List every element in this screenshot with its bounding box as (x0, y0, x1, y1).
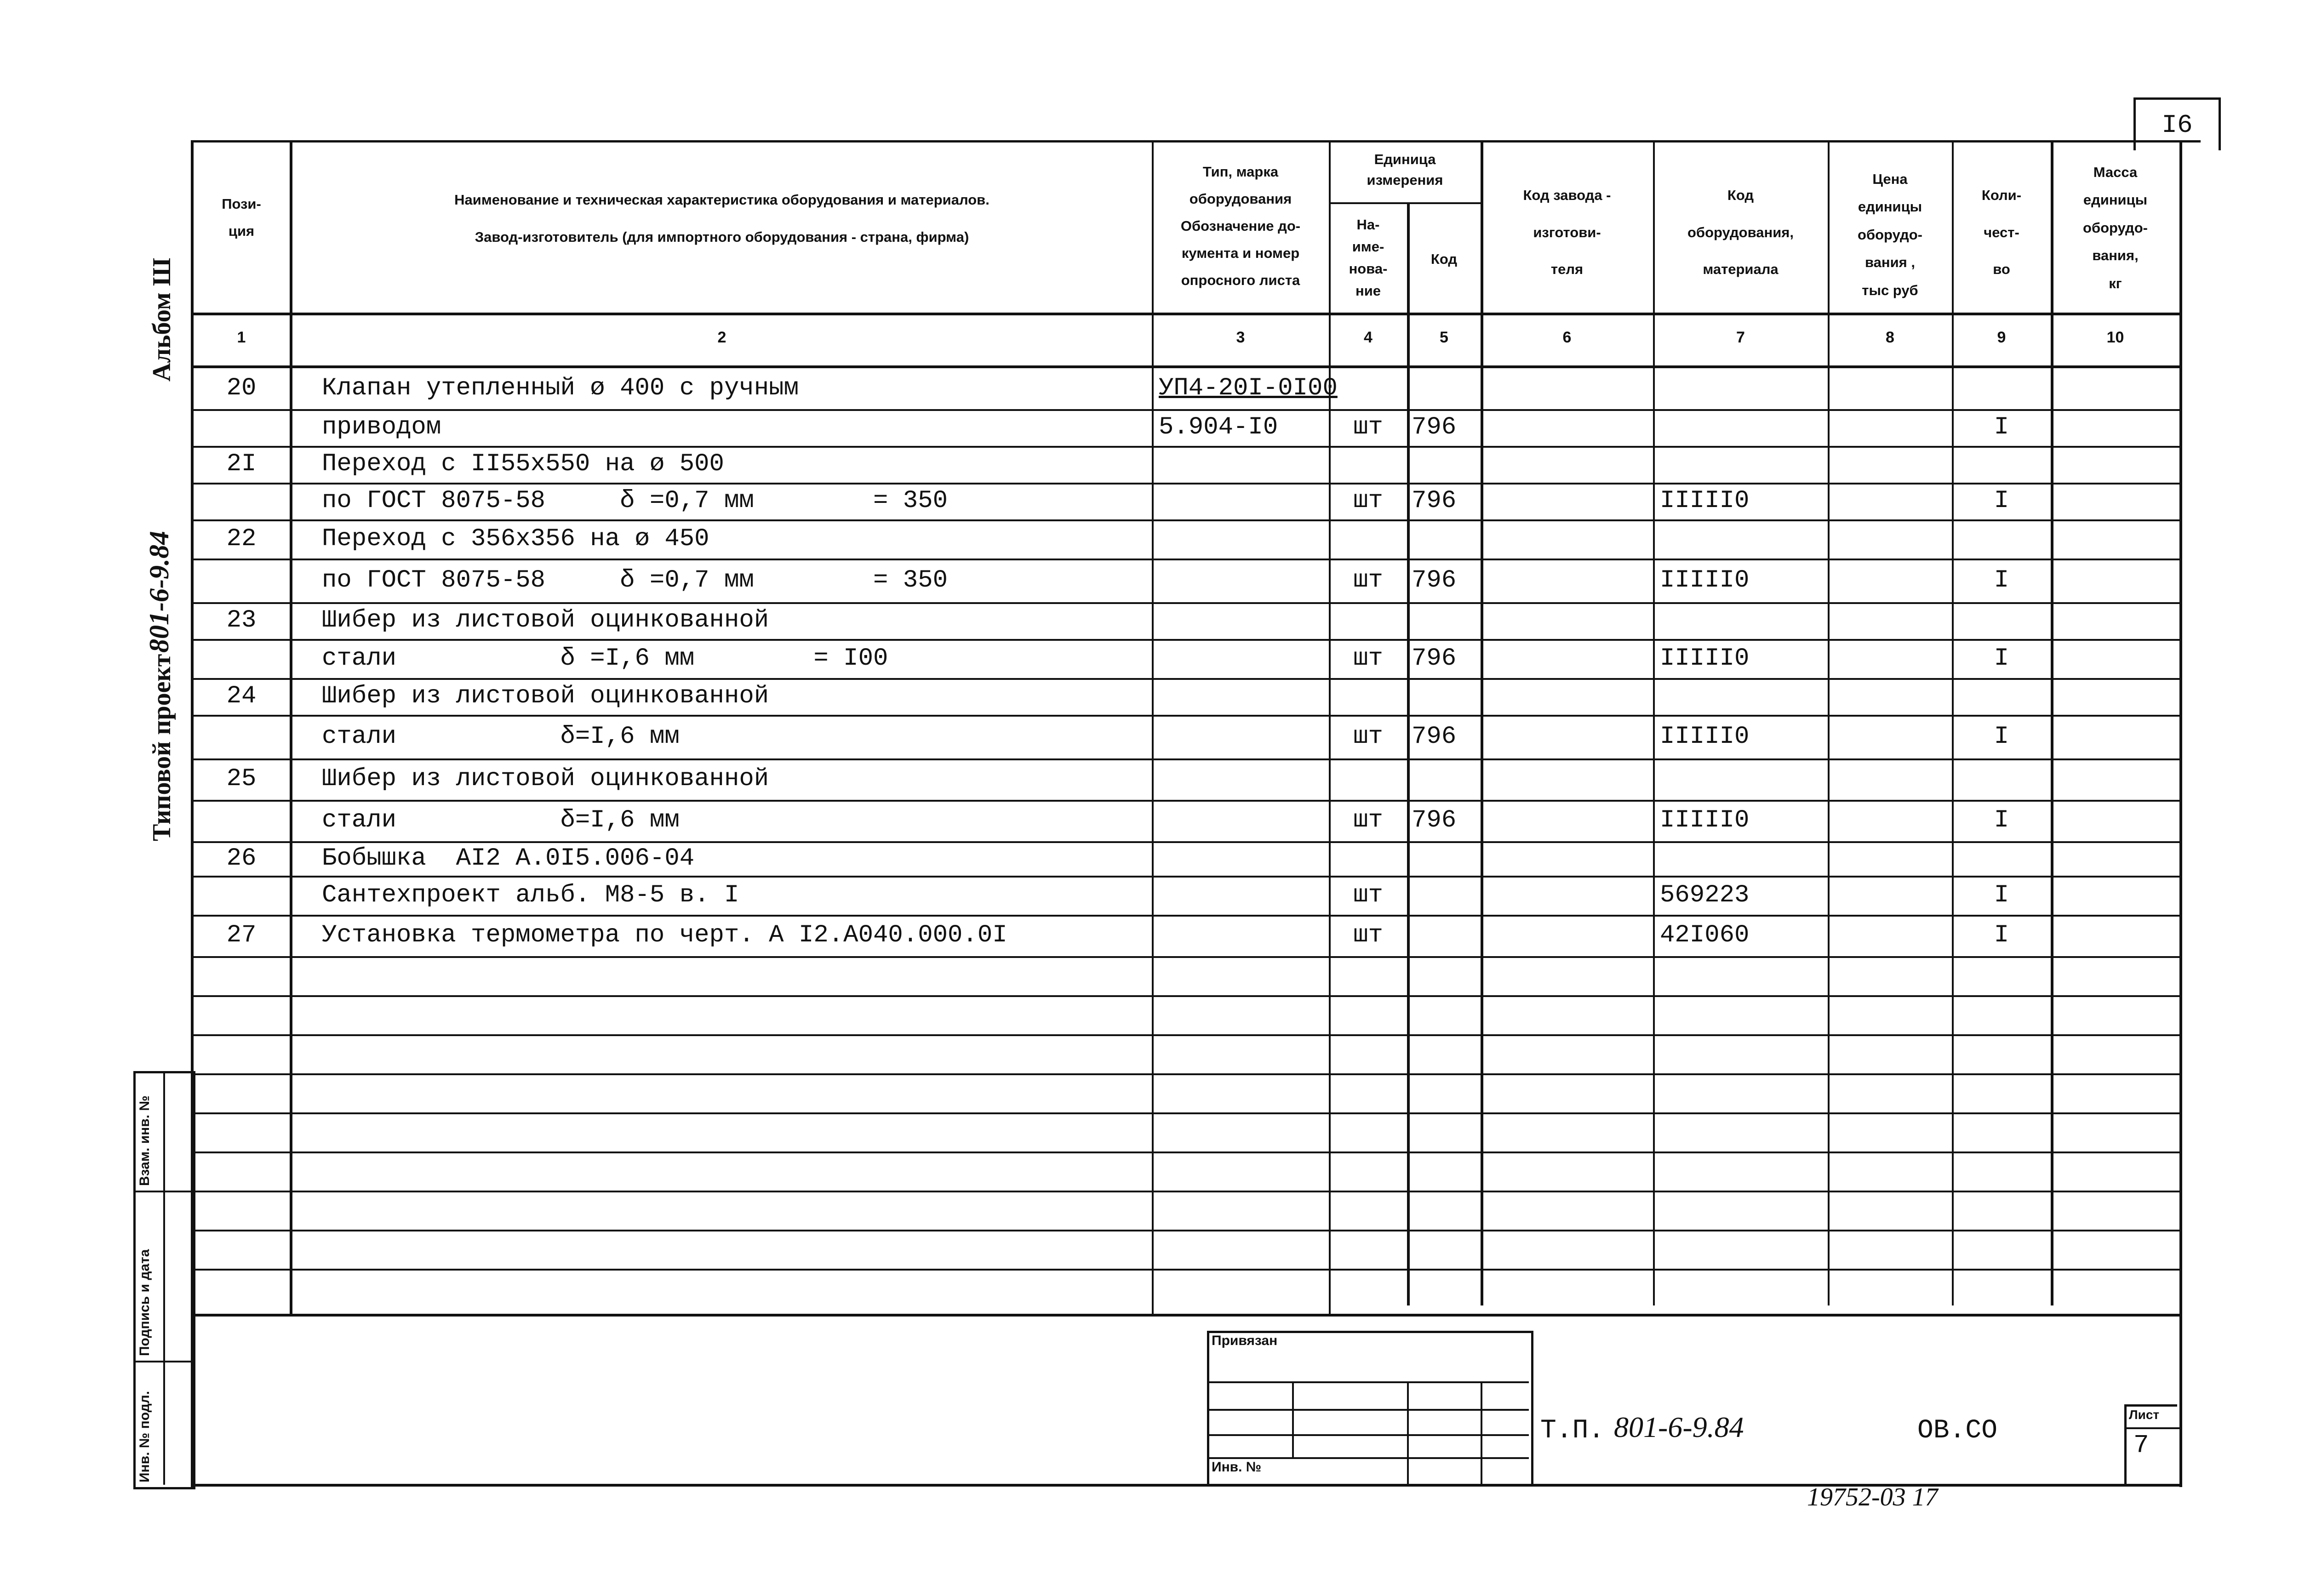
row-type-cell (1159, 876, 1329, 915)
col-number: 3 (1236, 329, 1245, 346)
row-type-cell (1159, 841, 1329, 876)
col-number: 5 (1440, 329, 1448, 346)
row-line (191, 1112, 2179, 1114)
row-unit-cell: шт (1353, 413, 1383, 441)
row-type-cell (1159, 519, 1329, 559)
row-code-cell: 796 (1412, 806, 1457, 834)
row-code-cell (1412, 519, 1481, 559)
stamp-inv-replace: Взам. инв. № (137, 1095, 152, 1186)
hdr-unit-group-line: Единица (1374, 151, 1436, 167)
hdr-col4-line: На- (1356, 217, 1380, 233)
row-name-cell: Переход с II55x550 на ø 500 (322, 450, 724, 478)
row-mat-cell (1660, 678, 1825, 715)
row-unit-cell (1330, 602, 1406, 639)
page-number: I6 (2162, 110, 2193, 140)
row-qty-cell: I (1994, 723, 2009, 751)
row-name-cell: Бобышка AI2 A.0I5.006-04 (322, 844, 695, 872)
row-unit-cell (1330, 446, 1406, 483)
col-number: 4 (1364, 329, 1373, 346)
hdr-col10-line: вания, (2092, 247, 2139, 264)
row-pos-cell (193, 639, 290, 678)
row-mat-cell (1660, 519, 1825, 559)
header-bottom-line (191, 313, 2179, 315)
row-mat-cell (1660, 446, 1825, 483)
row-unit-cell (1330, 368, 1406, 409)
stamp-divider (133, 1361, 191, 1362)
row-code-cell: 796 (1412, 413, 1457, 441)
hdr-unit-group-line: измерения (1367, 171, 1443, 188)
row-code-cell: 796 (1412, 644, 1457, 673)
hdr-col3-line: кумента и номер (1181, 245, 1300, 261)
col-number: 2 (717, 329, 726, 346)
hdr-unit-group (1330, 149, 1480, 191)
row-name-cell: Сантехпроект альб. M8-5 в. I (322, 881, 739, 909)
tb-col (1292, 1381, 1294, 1457)
hdr-col9-line: Коли- (1981, 187, 2022, 203)
col-number: 1 (237, 329, 246, 346)
row-mat-cell (1660, 841, 1825, 876)
row-code-cell (1412, 368, 1481, 409)
row-qty-cell: I (1994, 413, 2009, 441)
row-code-cell (1412, 841, 1481, 876)
row-code-cell (1412, 678, 1481, 715)
row-qty-cell (1953, 446, 2050, 483)
row-qty-cell: I (1994, 881, 2009, 909)
row-code-cell: 796 (1412, 487, 1457, 515)
row-qty-cell (1953, 368, 2050, 409)
hdr-col8-line: Цена (1872, 171, 1908, 187)
list-number: 7 (2133, 1431, 2149, 1460)
row-mat-cell (1660, 409, 1825, 446)
unit-group-line (1329, 202, 1481, 204)
row-unit-cell: шт (1353, 806, 1383, 834)
row-mat-cell: IIIII0 (1660, 487, 1750, 515)
row-qty-cell (1953, 758, 2050, 800)
stamp-inv-original: Инв. № подл. (137, 1391, 152, 1482)
row-unit-cell (1330, 519, 1406, 559)
row-type-cell (1159, 915, 1329, 956)
row-name-cell: Шибер из листовой оцинкованной (322, 765, 769, 793)
row-name-cell: Шибер из листовой оцинкованной (322, 682, 769, 710)
hdr-col6-line: Код завода - (1523, 187, 1611, 203)
stamp-sign-date: Подпись и дата (137, 1249, 152, 1356)
frame-right-border (2179, 140, 2182, 1487)
row-qty-cell (1953, 602, 2050, 639)
hdr-col4-line: име- (1352, 239, 1384, 255)
row-pos-cell: 27 (226, 921, 257, 949)
hdr-col5 (1408, 246, 1480, 273)
row-line (191, 995, 2179, 997)
row-name-cell: по ГОСТ 8075-58 δ =0,7 мм = 350 (322, 566, 948, 594)
row-line (191, 1230, 2179, 1231)
hdr-col3 (1153, 159, 1328, 294)
hdr-col8-line: оборудо- (1858, 226, 1922, 243)
row-line (191, 1191, 2179, 1192)
row-name-cell: стали δ=I,6 мм (322, 806, 680, 834)
table-bottom-line (191, 1314, 2179, 1317)
side-project-label: Типовой проект (148, 654, 176, 841)
list-divider (2124, 1427, 2179, 1429)
hdr-col9 (1953, 177, 2050, 288)
row-pos-cell: 2I (226, 450, 257, 478)
row-name-cell: Шибер из листовой оцинкованной (322, 606, 769, 634)
row-line (191, 1073, 2179, 1075)
row-name-cell: Переход с 356x356 на ø 450 (322, 525, 709, 553)
hdr-col8-line: вания , (1865, 254, 1915, 271)
row-unit-cell (1330, 678, 1406, 715)
hdr-col9-line: чест- (1984, 224, 2019, 240)
doc-code: ОВ.СО (1917, 1416, 1998, 1446)
hdr-col8 (1829, 165, 1951, 304)
hdr-col3-line: опросного листа (1181, 272, 1300, 288)
row-type-cell: 5.904-I0 (1159, 413, 1278, 441)
row-pos-cell: 25 (226, 765, 257, 793)
row-unit-cell (1330, 841, 1406, 876)
row-unit-cell: шт (1353, 644, 1383, 673)
hdr-col2 (294, 182, 1150, 256)
col-line-2 (1152, 140, 1154, 1315)
row-unit-cell (1330, 758, 1406, 800)
row-pos-cell (193, 409, 290, 446)
row-type-cell (1159, 800, 1329, 841)
row-unit-cell: шт (1353, 921, 1383, 949)
row-type-cell (1159, 758, 1329, 800)
hdr-col6-line: изготови- (1533, 224, 1601, 240)
row-type-cell (1159, 559, 1329, 602)
hdr-col3-line: оборудования (1189, 190, 1292, 207)
row-code-cell (1412, 446, 1481, 483)
hdr-col8-line: единицы (1858, 199, 1922, 215)
hdr-col2-line: Наименование и техническая характеристика оборудования и материалов. (454, 192, 989, 208)
hdr-col9-line: во (1993, 261, 2010, 278)
hdr-col10-line: оборудо- (2083, 219, 2148, 236)
hdr-col5-line: Код (1430, 251, 1458, 267)
row-pos-cell: 20 (226, 374, 257, 402)
hdr-col1 (193, 191, 290, 245)
privyazan-label: Привязан (1212, 1333, 1278, 1348)
row-pos-cell: 24 (226, 682, 257, 710)
row-line (191, 1269, 2179, 1271)
row-code-cell (1412, 602, 1481, 639)
hdr-col4 (1330, 214, 1406, 302)
bottom-note: 19752-03 17 (1807, 1483, 1938, 1511)
row-unit-cell: шт (1353, 723, 1383, 751)
hdr-col1-line: Пози- (222, 196, 261, 212)
row-mat-cell: 569223 (1660, 881, 1750, 909)
row-line (191, 1151, 2179, 1153)
row-unit-cell: шт (1353, 566, 1383, 594)
list-label: Лист (2129, 1408, 2160, 1422)
hdr-col6 (1482, 177, 1652, 288)
row-type-cell (1159, 602, 1329, 639)
row-name-cell: Клапан утепленный ø 400 с ручным (322, 374, 799, 402)
col-number: 7 (1736, 329, 1745, 346)
row-code-cell: 796 (1412, 723, 1457, 751)
stamp-divider (133, 1191, 191, 1192)
hdr-col7-line: оборудования, (1687, 224, 1794, 240)
row-pos-cell (193, 876, 290, 915)
hdr-col7 (1654, 177, 1827, 288)
hdr-col4-line: нова- (1349, 261, 1388, 277)
row-mat-cell: 42I060 (1660, 921, 1750, 949)
hdr-col7-line: материала (1703, 261, 1779, 278)
tb-col (1481, 1381, 1482, 1484)
row-mat-cell (1660, 368, 1825, 409)
hdr-col1-line: ция (228, 222, 255, 239)
row-pos-cell: 22 (226, 525, 257, 553)
tb-col (1407, 1381, 1409, 1484)
row-type-cell (1159, 715, 1329, 758)
row-mat-cell: IIIII0 (1660, 806, 1750, 834)
row-name-cell: по ГОСТ 8075-58 δ =0,7 мм = 350 (322, 487, 948, 515)
inv-no-label: Инв. № (1212, 1459, 1262, 1475)
col-number: 10 (2106, 329, 2124, 346)
side-album-label: Альбом Ш (148, 257, 176, 382)
row-code-cell (1412, 876, 1481, 915)
row-pos-cell (193, 715, 290, 758)
hdr-col4-line: ние (1355, 283, 1381, 299)
row-pos-cell: 26 (226, 844, 257, 872)
row-line (191, 956, 2179, 958)
row-type-cell (1159, 446, 1329, 483)
row-pos-cell: 23 (226, 606, 257, 634)
side-project-code: 801-6-9.84 (144, 531, 174, 653)
row-unit-cell: шт (1353, 487, 1383, 515)
row-name-cell: приводом (322, 413, 441, 441)
row-qty-cell: I (1994, 644, 2009, 673)
row-pos-cell (193, 559, 290, 602)
row-mat-cell (1660, 758, 1825, 800)
row-name-cell: стали δ=I,6 мм (322, 723, 680, 751)
hdr-col10-line: единицы (2083, 192, 2148, 208)
row-type-cell (1159, 678, 1329, 715)
row-qty-cell: I (1994, 566, 2009, 594)
hdr-col10-line: Масса (2093, 164, 2138, 180)
row-line (191, 1034, 2179, 1036)
hdr-col10-line: кг (2109, 275, 2122, 291)
row-name-cell: стали δ =I,6 мм = I00 (322, 644, 888, 673)
tp-label: Т.П. (1540, 1416, 1605, 1446)
col-number: 6 (1562, 329, 1572, 346)
row-unit-cell: шт (1353, 881, 1383, 909)
row-pos-cell (193, 800, 290, 841)
row-mat-cell: IIIII0 (1660, 723, 1750, 751)
col-number: 8 (1886, 329, 1894, 346)
row-qty-cell: I (1994, 487, 2009, 515)
col-number: 9 (1997, 329, 2006, 346)
row-name-cell: Установка термометра по черт. А I2.A040.000.0I (322, 921, 1007, 949)
row-mat-cell: IIIII0 (1660, 566, 1750, 594)
hdr-col3-line: Тип, марка (1202, 164, 1279, 180)
hdr-col2-line: Завод-изготовитель (для импортного оборудования - страна, фирма) (475, 228, 969, 245)
row-type-cell (1159, 639, 1329, 678)
hdr-col6-line: теля (1550, 261, 1584, 278)
hdr-col7-line: Код (1727, 187, 1754, 203)
hdr-col8-line: тыс руб (1862, 282, 1918, 298)
row-code-cell (1412, 758, 1481, 800)
row-qty-cell: I (1994, 806, 2009, 834)
row-code-cell: 796 (1412, 566, 1457, 594)
hdr-col10 (2052, 159, 2179, 297)
stamp-inner-line (163, 1071, 165, 1485)
row-type-cell: УП4-20I-0I00 (1159, 374, 1338, 402)
row-type-cell (1159, 483, 1329, 519)
row-pos-cell (193, 483, 290, 519)
col-line-1 (290, 140, 292, 1315)
row-qty-cell (1953, 519, 2050, 559)
row-qty-cell (1953, 841, 2050, 876)
hdr-col3-line: Обозначение до- (1180, 217, 1301, 234)
row-qty-cell (1953, 678, 2050, 715)
row-code-cell (1412, 915, 1481, 956)
row-mat-cell: IIIII0 (1660, 644, 1750, 673)
tp-code: 801-6-9.84 (1614, 1411, 1744, 1443)
row-qty-cell: I (1994, 921, 2009, 949)
row-mat-cell (1660, 602, 1825, 639)
